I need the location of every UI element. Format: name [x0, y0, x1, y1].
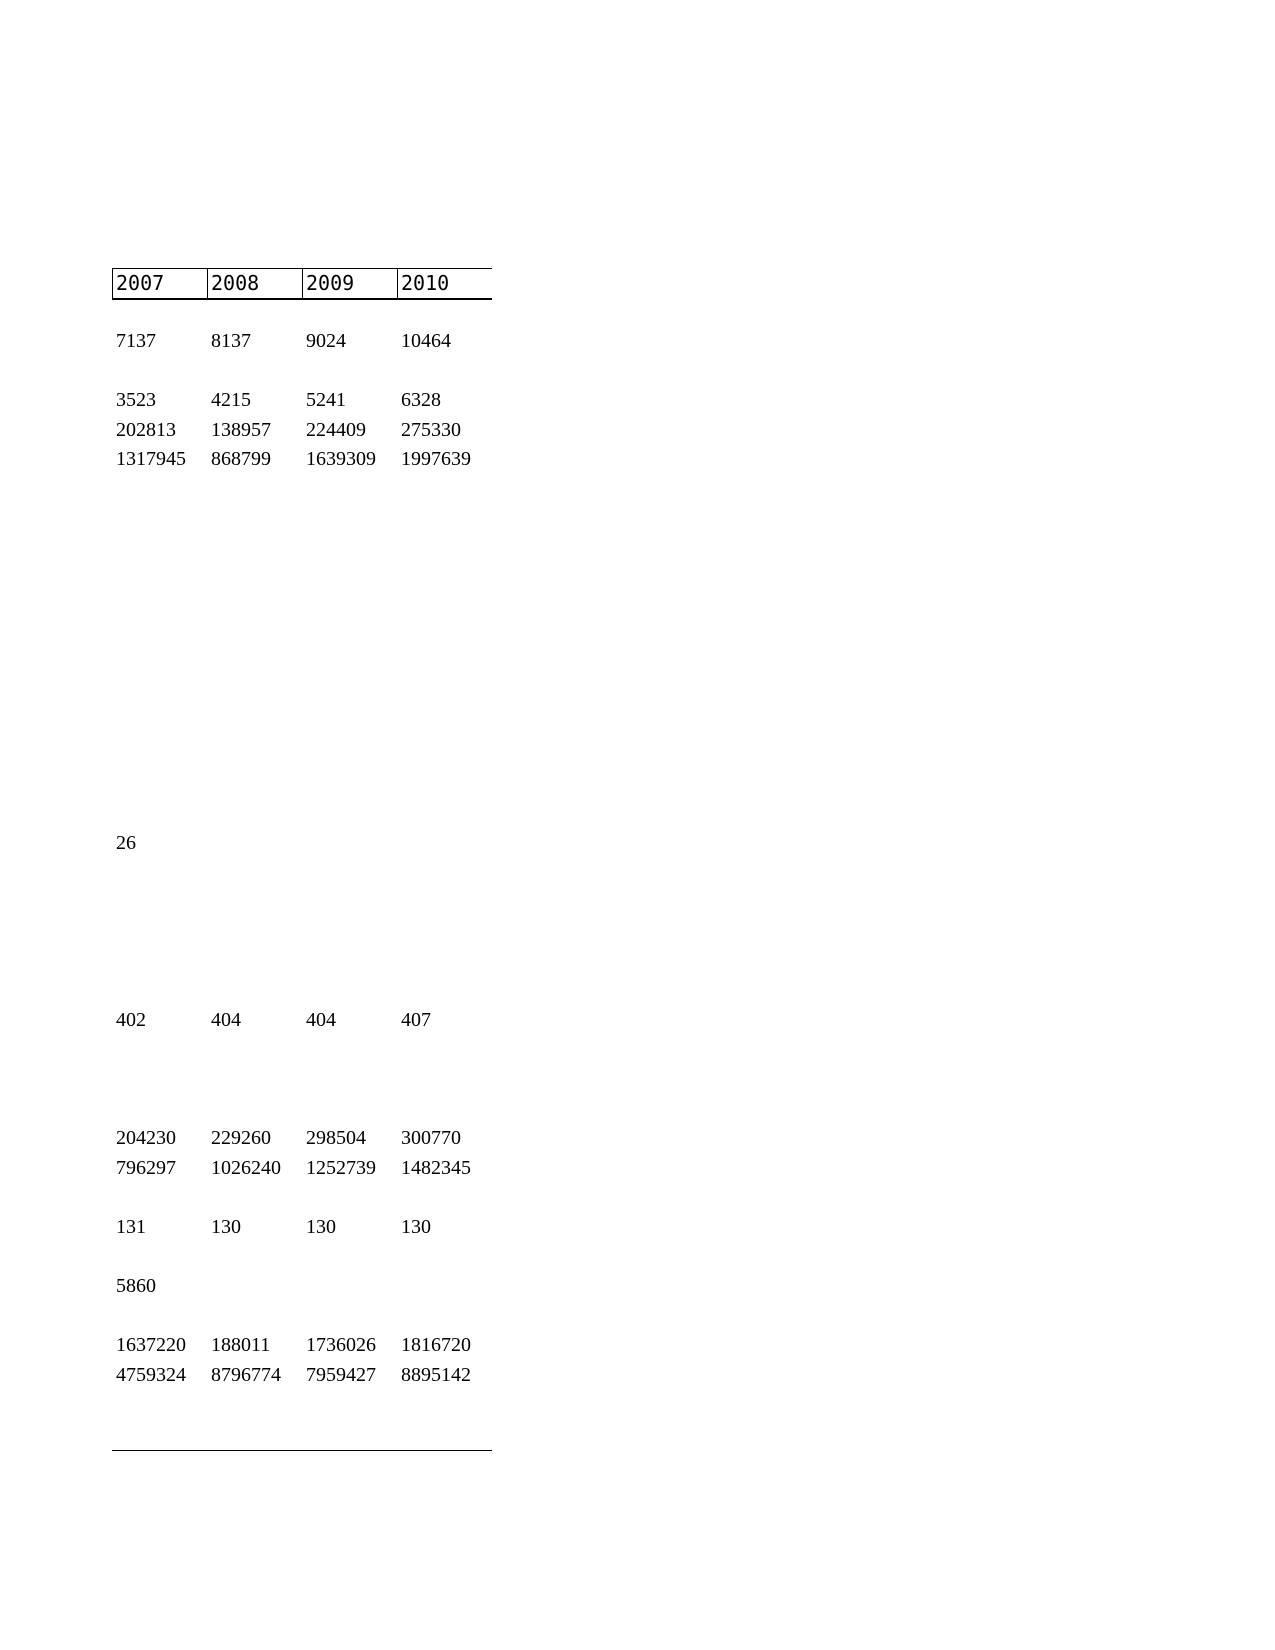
table-cell: 130	[306, 1216, 336, 1238]
table-cell: 868799	[211, 448, 271, 470]
table-cell: 1997639	[401, 448, 471, 470]
table-cell: 1482345	[401, 1157, 471, 1179]
table-row	[112, 326, 492, 356]
table-cell: 4215	[211, 389, 251, 411]
table-cell: 10464	[401, 330, 451, 352]
table-cell	[397, 1271, 492, 1301]
table-row	[112, 1005, 492, 1035]
table-cell: 1639309	[306, 448, 376, 470]
table-bottom-rule	[112, 1450, 492, 1451]
table-cell: 8895142	[401, 1364, 471, 1386]
table-cell: 7959427	[306, 1364, 376, 1386]
table-cell: 229260	[211, 1127, 271, 1149]
table-cell: 8796774	[211, 1364, 281, 1386]
table-cell: 9024	[306, 330, 346, 352]
table-cell: 407	[401, 1009, 431, 1031]
table-cell: 8137	[211, 330, 251, 352]
table-cell: 130	[211, 1216, 241, 1238]
table-row	[112, 444, 492, 474]
table-cell: 204230	[116, 1127, 176, 1149]
table-cell: 796297	[116, 1157, 176, 1179]
table-cell: 6328	[401, 389, 441, 411]
table-row	[112, 1271, 492, 1301]
table-cell	[302, 828, 397, 858]
table-cell: 1736026	[306, 1334, 376, 1356]
table-cell: 404	[211, 1009, 241, 1031]
table-cell: 130	[401, 1216, 431, 1238]
table-cell: 131	[116, 1216, 146, 1238]
table-header-row	[112, 268, 492, 300]
table-row	[112, 1212, 492, 1242]
table-cell: 402	[116, 1009, 146, 1031]
table-cell	[207, 1271, 302, 1301]
table-cell: 1637220	[116, 1334, 186, 1356]
table-cell: 202813	[116, 419, 176, 441]
table-cell: 5860	[116, 1275, 156, 1297]
header-cell-2008: 2008	[207, 269, 302, 298]
header-cell-2009: 2009	[302, 269, 397, 298]
table-cell: 298504	[306, 1127, 366, 1149]
table-cell	[207, 828, 302, 858]
table-cell: 7137	[116, 330, 156, 352]
table-cell: 3523	[116, 389, 156, 411]
table-row	[112, 828, 492, 858]
table-row	[112, 415, 492, 445]
table-row	[112, 1153, 492, 1183]
table-cell: 138957	[211, 419, 271, 441]
table-cell: 26	[116, 832, 136, 854]
table-cell: 224409	[306, 419, 366, 441]
table-cell: 1317945	[116, 448, 186, 470]
table-cell: 404	[306, 1009, 336, 1031]
table-cell	[302, 1271, 397, 1301]
table-cell: 275330	[401, 419, 461, 441]
table-cell: 1816720	[401, 1334, 471, 1356]
table-row	[112, 1330, 492, 1360]
table-cell: 1252739	[306, 1157, 376, 1179]
table-cell: 1026240	[211, 1157, 281, 1179]
table-cell: 188011	[211, 1334, 271, 1356]
table-cell	[397, 828, 492, 858]
table-cell: 5241	[306, 389, 346, 411]
table-cell: 4759324	[116, 1364, 186, 1386]
header-cell-2007: 2007	[112, 269, 207, 298]
table-row	[112, 1123, 492, 1153]
table-row	[112, 385, 492, 415]
table-row	[112, 1360, 492, 1390]
header-cell-2010: 2010	[397, 269, 492, 298]
table-cell: 300770	[401, 1127, 461, 1149]
